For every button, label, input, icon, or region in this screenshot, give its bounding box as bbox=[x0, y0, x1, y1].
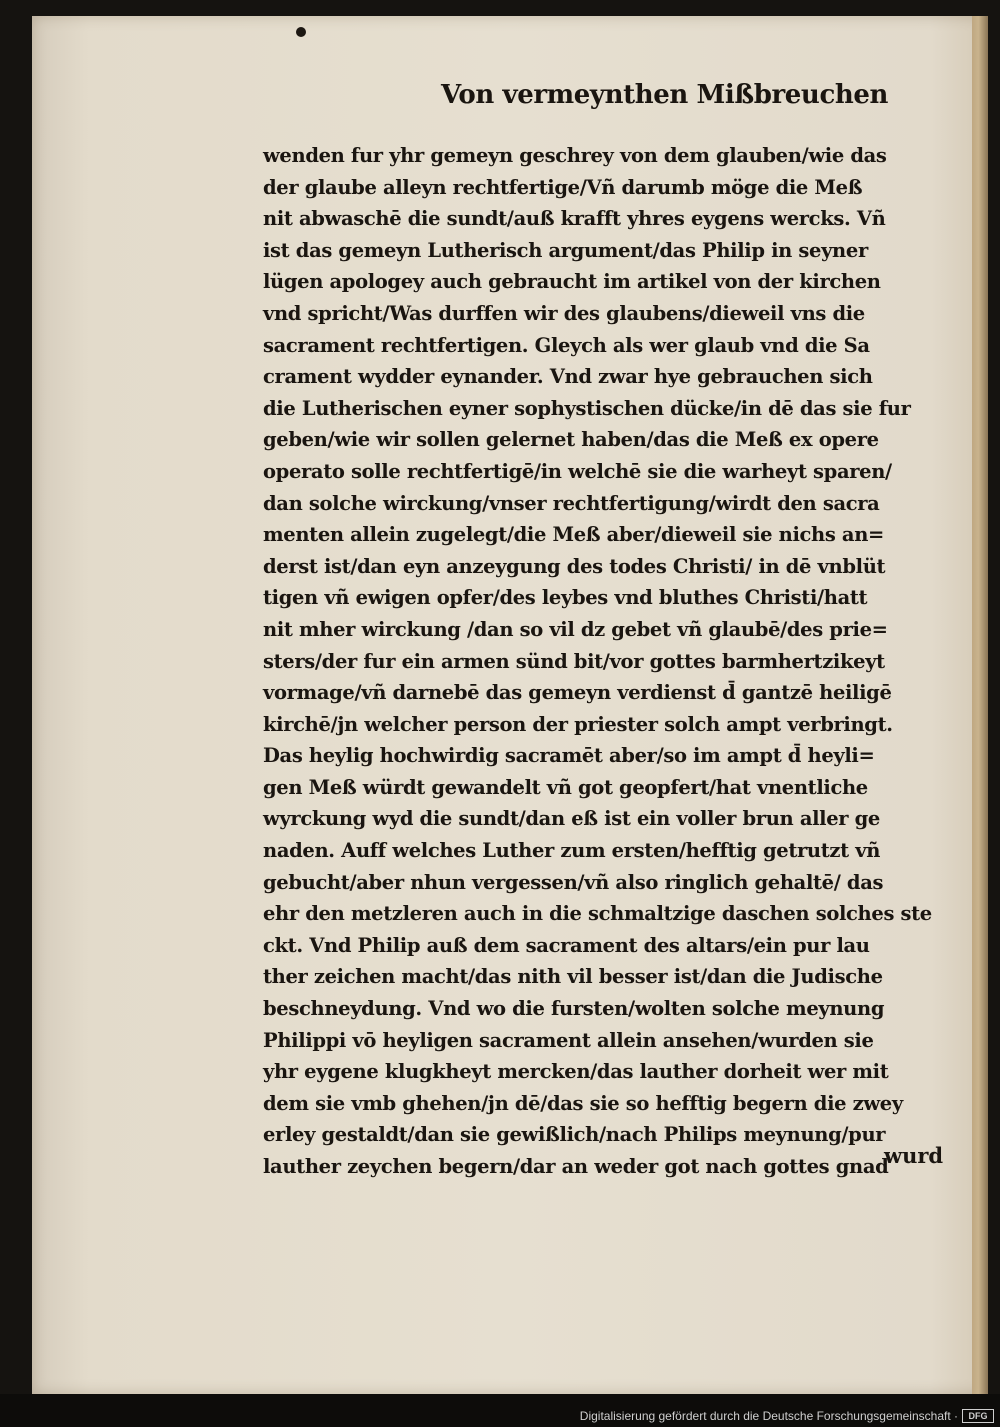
text-line: crament wydder eynander. Vnd zwar hye gebrauchen sich bbox=[263, 365, 873, 389]
text-line: gebucht/aber nhun vergessen/vñ also ringlich gehaltē/ das bbox=[263, 870, 884, 894]
text-line: erley gestaldt/dan sie gewißlich/nach Philips meynung/pur bbox=[263, 1123, 886, 1147]
text-line: dem sie vmb ghehen/jn dē/das sie so hefftig begern die zwey bbox=[263, 1091, 903, 1115]
text-line: wyrckung wyd die sundt/dan eß ist ein voller brun aller ge bbox=[263, 807, 880, 831]
text-line: menten allein zugelegt/die Meß aber/dieweil sie nichs an= bbox=[263, 523, 885, 547]
text-line: ehr den metzleren auch in die schmaltzige daschen solches ste bbox=[263, 902, 932, 926]
text-line: die Lutherischen eyner sophystischen dücke/in dē das sie fur bbox=[263, 396, 911, 420]
text-line: derst ist/dan eyn anzeygung des todes Christi/ in dē vnblüt bbox=[263, 554, 886, 578]
text-line: vormage/vñ darnebē das gemeyn verdienst d̄ gantzē heiligē bbox=[263, 681, 892, 705]
text-line: yhr eygene klugkheyt mercken/das lauther dorheit wer mit bbox=[263, 1060, 889, 1084]
text-line: sacrament rechtfertigen. Gleych als wer glaub vnd die Sa bbox=[263, 333, 870, 357]
text-line: der glaube alleyn rechtfertige/Vñ darumb möge die Meß bbox=[263, 175, 863, 199]
text-line: geben/wie wir sollen gelernet haben/das die Meß ex opere bbox=[263, 428, 879, 452]
text-line: Philippi vō heyligen sacrament allein ansehen/wurden sie bbox=[263, 1028, 874, 1052]
text-line: wenden fur yhr gemeyn geschrey von dem glauben/wie das bbox=[263, 144, 887, 167]
text-line: lügen apologey auch gebraucht im artikel von der kirchen bbox=[263, 270, 881, 294]
ink-dot bbox=[296, 27, 306, 37]
text-line: ckt. Vnd Philip auß dem sacrament des altars/ein pur lau bbox=[263, 933, 870, 957]
text-line: beschneydung. Vnd wo die fursten/wolten solche meynung bbox=[263, 997, 885, 1021]
digitization-credit: Digitalisierung gefördert durch die Deutsche Forschungsgemeinschaft · bbox=[579, 1409, 958, 1423]
catchword: wurd bbox=[884, 1143, 944, 1168]
page-edge bbox=[972, 16, 988, 1394]
text-line: dan solche wirckung/vnser rechtfertigung/wirdt den sacra bbox=[263, 491, 880, 515]
text-line: ther zeichen macht/das nith vil besser ist/dan die Judische bbox=[263, 965, 883, 989]
text-line: naden. Auff welches Luther zum ersten/hefftig getrutzt vñ bbox=[263, 839, 881, 863]
text-line: sters/der fur ein armen sünd bit/vor gottes barmhertzikeyt bbox=[263, 649, 885, 673]
text-line: operato solle rechtfertigē/in welchē sie die warheyt sparen/ bbox=[263, 459, 892, 483]
text-line: vnd spricht/Was durffen wir des glaubens/dieweil vns die bbox=[263, 301, 865, 325]
text-block bbox=[263, 140, 963, 1183]
text-line: ist das gemeyn Lutherisch argument/das Philip in seyner bbox=[263, 238, 868, 262]
running-head: Von vermeynthen Mißbreuchen bbox=[441, 80, 889, 110]
text-line: Das heylig hochwirdig sacramēt aber/so im ampt d̄ heyli= bbox=[263, 744, 875, 768]
text-line: nit mher wirckung /dan so vil dz gebet vñ glaubē/des prie= bbox=[263, 617, 888, 641]
text-line: nit abwaschē die sundt/auß krafft yhres eygens wercks. Vñ bbox=[263, 207, 886, 231]
text-line: lauther zeychen begern/dar an weder got nach gottes gnad bbox=[263, 1155, 889, 1178]
text-line: kirchē/jn welcher person der priester solch ampt verbringt. bbox=[263, 712, 893, 736]
text-line: gen Meß würdt gewandelt vñ got geopfert/hat vnentliche bbox=[263, 775, 868, 799]
dfg-logo: DFG bbox=[962, 1409, 994, 1423]
text-line: tigen vñ ewigen opfer/des leybes vnd bluthes Christi/hatt bbox=[263, 586, 868, 610]
